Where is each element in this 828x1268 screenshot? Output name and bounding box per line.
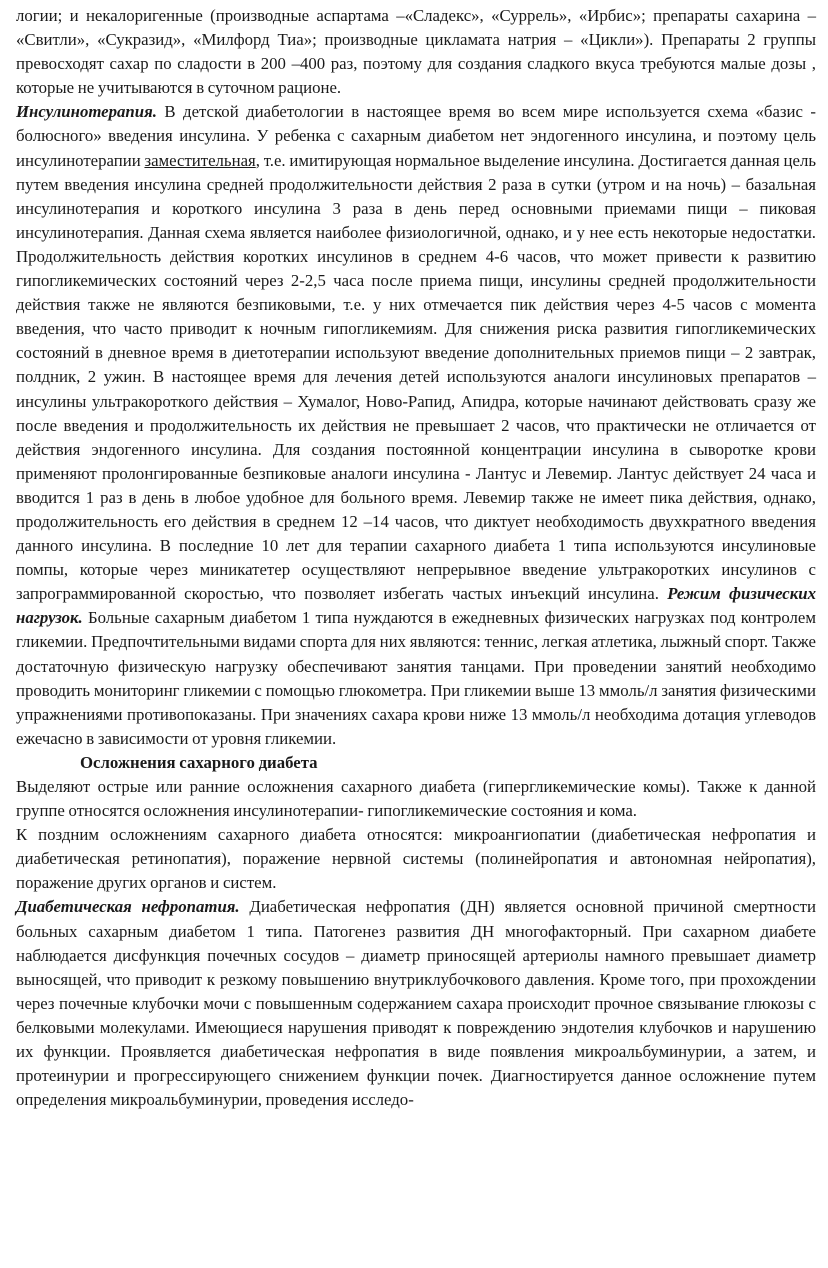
paragraph-acute-complications: Выделяют острые или ранние осложнения сахарного диабета (гипергликемические комы). Также к данной группе относятся осложнения инсулинотерапии- гипогликемические состояния и кома.	[16, 777, 816, 821]
paragraph-nephropathy	[16, 895, 816, 1112]
insulin-therapy-text-a: В детской диабетологии в настоящее время во всем мире используется схема «базис - болюсного» введения инсулина. У ребенка с сахарным диабетом нет эндогенного инсулина, и поэтому цель инсулинотерапии	[16, 102, 816, 170]
paragraph-insulin-therapy	[16, 100, 816, 751]
paragraph-late-complications: К поздним осложнениям сахарного диабета относятся: микроангиопатии (диабетическая нефропатия и диабетическая ретинопатия), поражение нервной системы (полинейропатия и автономная нейропатия), поражение других органов и систем.	[16, 825, 816, 893]
physical-activity-text: Больные сахарным диабетом 1 типа нуждаются в ежедневных физических нагрузках под контролем гликемии. Предпочтительными видами спорта для них являются: теннис, легкая атлетика, лыжный спорт. Также достаточную физическую нагрузку обеспечивают занятия танцами. При проведении занятий необходимо проводить мониторинг гликемии с помощью глюкометра. При гликемии выше 13 ммоль/л занятия физическими упражнениями противопоказаны. При значениях сахара крови ниже 13 ммоль/л необходима дотация углеводов ежечасно в зависимости от уровня гликемии.	[16, 608, 816, 748]
insulin-therapy-text-b: , т.е. имитирующая нормальное выделение инсулина. Достигается данная цель путем введения инсулина средней продолжительности действия 2 раза в сутки (утром и на ночь) – базальная инсулинотерапия и короткого инсулина 3 раза в день перед основными приемами пищи – пиковая инсулинотерапия. Данная схема является наиболее физиологичной, однако, и у нее есть некоторые недостатки. Продолжительность действия коротких инсулинов в среднем 4-6 часов, что может привести к развитию гипогликемических состояний через 2-2,5 часа после приема пищи, инсулины средней продолжительности действия также не являются безпиковыми, т.е. у них отмечается пик действия через 4-5 часов с момента введения, что часто приводит к ночным гипогликемиям. Для снижения риска развития гипогликемических состояний в дневное время в диетотерапии используют введение дополнительных приемов пищи – 2 завтрак, полдник, 2 ужин. В настоящее время для лечения детей используются аналоги инсулиновых препаратов – инсулины ультракороткого действия – Хумалог, Ново-Рапид, Апидра, которые начинают действовать сразу же после введения и продолжительность их действия не превышает 2 часов, что практически не отличается от действия эндогенного инсулина. Для создания постоянной концентрации инсулина в сыворотке крови применяют пролонгированные безпиковые аналоги инсулина - Лантус и Левемир. Лантус действует 24 часа и вводится 1 раз в день в любое удобное для больного время. Левемир также не имеет пика действия, однако, продолжительность его действия в среднем 12 –14 часов, что диктует необходимость двухкратного введения данного инсулина. В последние 10 лет для терапии сахарного диабета 1 типа используются инсулиновые помпы, которые через миникатетер осуществляют непрерывное введение ультракоротких инсулинов с запрограммированной скоростью, что позволяет избегать частых инъекций инсулина.	[16, 150, 816, 604]
term-physical-activity: Режим физических нагрузок.	[16, 584, 816, 628]
paragraph-sweeteners: логии; и некалоригенные (производные аспартама –«Сладекс», «Суррель», «Ирбис»; препараты сахарина – «Свитли», «Сукразид», «Милфорд Тиа»; производные цикламата натрия – «Цикли»). Препараты 2 группы превосходят сахар по сладости в 200 –400 раз, поэтому для создания сладкого вкуса требуются малые дозы , которые не учитываются в суточном рационе.	[16, 6, 816, 98]
document-page	[16, 4, 816, 1112]
nephropathy-text: Диабетическая нефропатия (ДН) является основной причиной смертности больных сахарным диабетом 1 типа. Патогенез развития ДН многофакторный. При сахарном диабете наблюдается дисфункция почечных сосудов – диаметр приносящей артериолы намного превышает диаметр выносящей, что приводит к резкому повышению внутриклубочкового давления. Кроме того, при прохождении через почечные клубочки мочи с повышенным содержанием сахара происходит прочное связывание глюкозы с белковыми молекулами. Имеющиеся нарушения приводят к повреждению эндотелия клубочков и нарушению их функции. Проявляется диабетическая нефропатия в виде появления микроальбуминурии, а затем, и протеинурии и прогрессирующего снижением функции почек. Диагностируется данное осложнение путем определения микроальбуминурии, проведения исследо-	[16, 897, 816, 1110]
underlined-word: заместительная	[144, 150, 256, 170]
term-nephropathy: Диабетическая нефропатия.	[16, 897, 240, 917]
section-heading-complications: Осложнения сахарного диабета	[80, 752, 318, 772]
term-insulin-therapy: Инсулинотерапия.	[16, 102, 157, 122]
